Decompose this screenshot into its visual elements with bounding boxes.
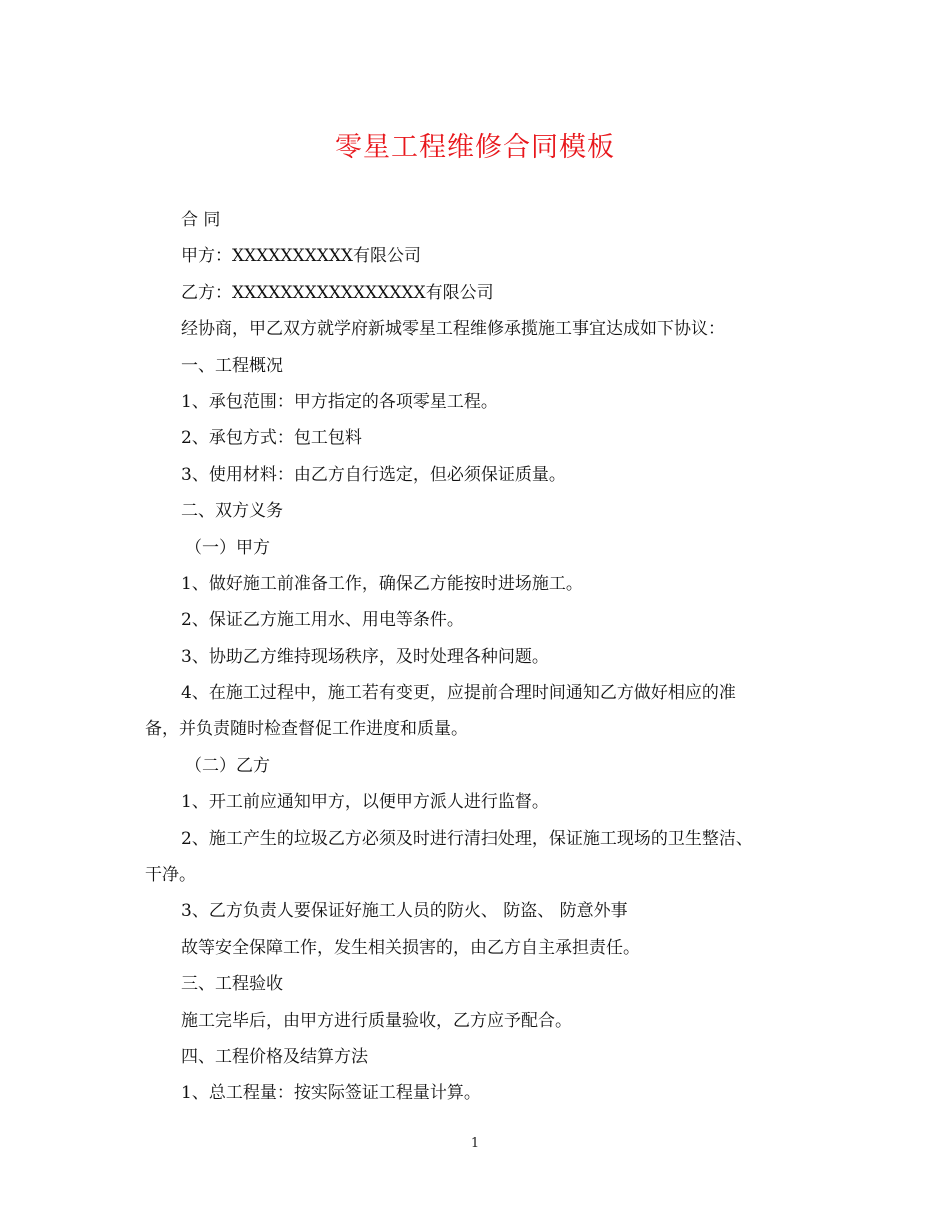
- paragraph-line: 4、在施工过程中，施工若有变更，应提前合理时间通知乙方做好相应的准: [181, 683, 736, 704]
- paragraph-line: 备，并负责随时检查督促工作进度和质量。: [145, 719, 468, 740]
- section-heading: 三、工程验收: [181, 974, 283, 995]
- subsection-heading: （二）乙方: [185, 755, 270, 776]
- paragraph-line: 2、承包方式：包工包料: [181, 428, 362, 449]
- paragraph-line: 经协商，甲乙双方就学府新城零星工程维修承揽施工事宜达成如下协议：: [181, 319, 725, 340]
- paragraph-line: 3、使用材料：由乙方自行选定，但必须保证质量。: [181, 464, 566, 485]
- paragraph-line: 干净。: [145, 865, 196, 886]
- document-title: 零星工程维修合同模板: [335, 132, 615, 163]
- paragraph-line: 1、总工程量：按实际签证工程量计算。: [181, 1083, 481, 1104]
- paragraph-line: 1、承包范围：甲方指定的各项零星工程。: [181, 391, 498, 412]
- paragraph-line: 1、做好施工前准备工作，确保乙方能按时进场施工。: [181, 573, 583, 594]
- page-number: 1: [470, 1136, 480, 1151]
- paragraph-line: 合 同: [181, 210, 221, 230]
- paragraph-line: 施工完毕后，由甲方进行质量验收，乙方应予配合。: [181, 1010, 572, 1031]
- section-heading: 四、工程价格及结算方法: [181, 1046, 368, 1067]
- paragraph-line: 2、施工产生的垃圾乙方必须及时进行清扫处理，保证施工现场的卫生整洁、: [181, 828, 753, 849]
- paragraph-line: 3、协助乙方维持现场秩序，及时处理各种问题。: [181, 646, 549, 667]
- paragraph-line: 故等安全保障工作，发生相关损害的，由乙方自主承担责任。: [181, 937, 640, 958]
- paragraph-line: 2、保证乙方施工用水、用电等条件。: [181, 610, 464, 631]
- section-heading: 一、工程概况: [181, 355, 283, 376]
- paragraph-line: 乙方：XXXXXXXXXXXXXXXX有限公司: [181, 282, 494, 303]
- subsection-heading: （一）甲方: [185, 537, 270, 558]
- paragraph-line: 3、乙方负责人要保证好施工人员的防火、 防盗、 防意外事: [181, 901, 628, 922]
- paragraph-line: 1、开工前应通知甲方，以便甲方派人进行监督。: [181, 792, 549, 813]
- section-heading: 二、双方义务: [181, 501, 283, 522]
- paragraph-line: 甲方：XXXXXXXXXX有限公司: [181, 246, 422, 267]
- contract-body: [145, 202, 810, 1112]
